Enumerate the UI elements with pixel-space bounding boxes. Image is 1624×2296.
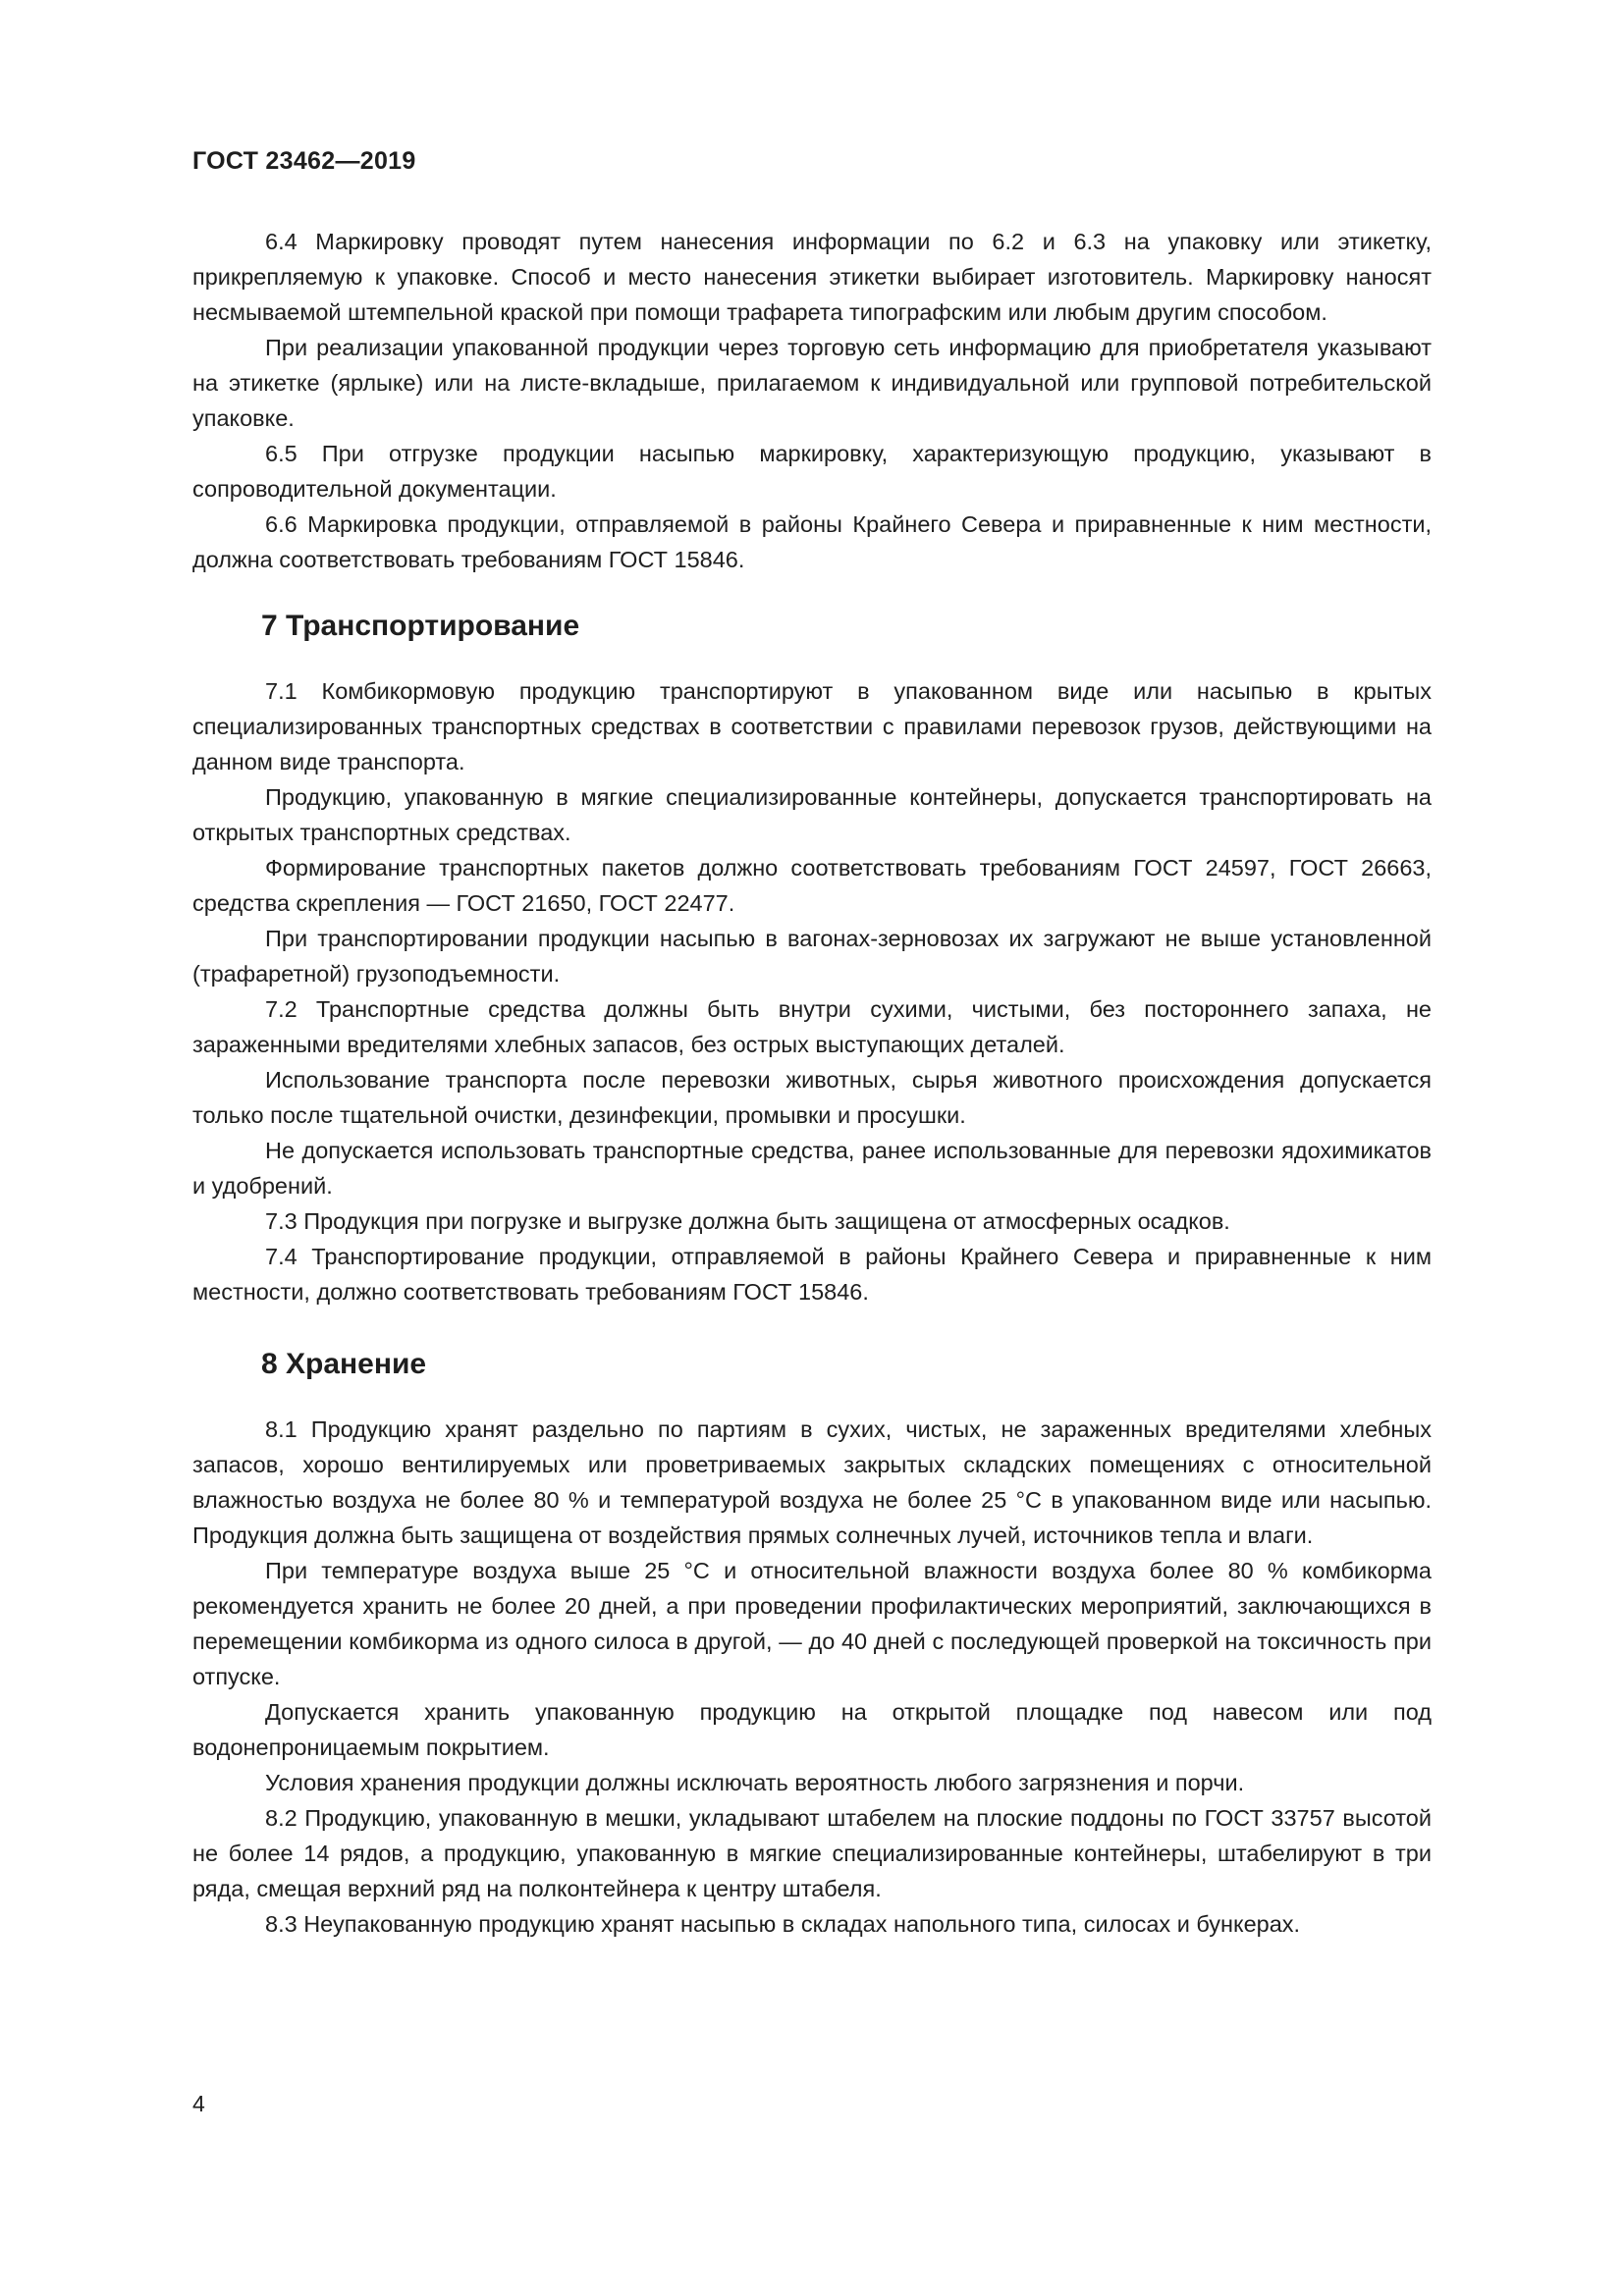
paragraph: 8.1 Продукцию хранят раздельно по партиям в сухих, чистых, не зараженных вредителями хлебных запасов, хорошо вентилируемых или проветриваемых закрытых складских помещениях с относительной влажностью воздуха не более 80 % и температурой воздуха не более 25 °С в упакованном виде или насыпью. Продукция должна быть защищена от воздействия прямых солнечных лучей, источников тепла и влаги. — [192, 1416, 1432, 1548]
paragraph: 7.2 Транспортные средства должны быть внутри сухими, чистыми, без постороннего запаха, не зараженными вредителями хлебных запасов, без острых выступающих деталей. — [192, 996, 1432, 1057]
paragraph: 6.5 При отгрузке продукции насыпью маркировку, характеризующую продукцию, указывают в сопроводительной документации. — [192, 441, 1432, 502]
paragraph: 8.2 Продукцию, упакованную в мешки, укладывают штабелем на плоские поддоны по ГОСТ 33757 высотой не более 14 рядов, а продукцию, упакованную в мягкие специализированные контейнеры, штабелируют в три ряда, смещая верхний ряд на полконтейнера к центру штабеля. — [192, 1805, 1432, 1901]
section-heading-8: 8 Хранение — [261, 1348, 427, 1380]
paragraph: Допускается хранить упакованную продукцию на открытой площадке под навесом или под водонепроницаемым покрытием. — [192, 1699, 1432, 1760]
document-body — [192, 224, 1432, 1942]
paragraph: Продукцию, упакованную в мягкие специализированные контейнеры, допускается транспортировать на открытых транспортных средствах. — [192, 784, 1432, 845]
section-heading-7: 7 Транспортирование — [261, 610, 580, 642]
paragraph: 7.3 Продукция при погрузке и выгрузке должна быть защищена от атмосферных осадков. — [265, 1208, 1230, 1234]
paragraph: При транспортировании продукции насыпью в вагонах-зерновозах их загружают не выше установленной (трафаретной) грузоподъемности. — [192, 926, 1432, 987]
paragraph: Не допускается использовать транспортные средства, ранее использованные для перевозки ядохимикатов и удобрений. — [192, 1138, 1432, 1199]
paragraph: При температуре воздуха выше 25 °С и относительной влажности воздуха более 80 % комбикорма рекомендуется хранить не более 20 дней, а при проведении профилактических мероприятий, заключающихся в перемещении комбикорма из одного силоса в другой, — до 40 дней с последующей проверкой на токсичность при отпуске. — [192, 1558, 1432, 1689]
paragraph: 7.4 Транспортирование продукции, отправляемой в районы Крайнего Севера и приравненные к ним местности, должно соответствовать требованиям ГОСТ 15846. — [192, 1244, 1432, 1305]
paragraph: 6.6 Маркировка продукции, отправляемой в районы Крайнего Севера и приравненные к ним местности, должна соответствовать требованиям ГОСТ 15846. — [192, 511, 1432, 572]
paragraph: 8.3 Неупакованную продукцию хранят насыпью в складах напольного типа, силосах и бункерах. — [265, 1911, 1301, 1937]
page-number: 4 — [192, 2091, 205, 2116]
paragraph: Условия хранения продукции должны исключать вероятность любого загрязнения и порчи. — [265, 1770, 1245, 1795]
paragraph: Использование транспорта после перевозки животных, сырья животного происхождения допускается только после тщательной очистки, дезинфекции, промывки и просушки. — [192, 1067, 1432, 1128]
paragraph: При реализации упакованной продукции через торговую сеть информацию для приобретателя указывают на этикетке (ярлыке) или на листе-вкладыше, прилагаемом к индивидуальной или групповой потребительской упаковке. — [192, 335, 1432, 431]
paragraph: 6.4 Маркировку проводят путем нанесения информации по 6.2 и 6.3 на упаковку или этикетку, прикрепляемую к упаковке. Способ и место нанесения этикетки выбирает изготовитель. Маркировку наносят несмываемой штемпельной краской при помощи трафарета типографским или любым другим способом. — [192, 229, 1432, 325]
paragraph: Формирование транспортных пакетов должно соответствовать требованиям ГОСТ 24597, ГОСТ 26663, средства скрепления — ГОСТ 21650, ГОСТ 22477. — [192, 855, 1432, 916]
document-header: ГОСТ 23462—2019 — [192, 147, 416, 175]
paragraph: 7.1 Комбикормовую продукцию транспортируют в упакованном виде или насыпью в крытых специализированных транспортных средствах в соответствии с правилами перевозок грузов, действующими на данном виде транспорта. — [192, 678, 1432, 774]
